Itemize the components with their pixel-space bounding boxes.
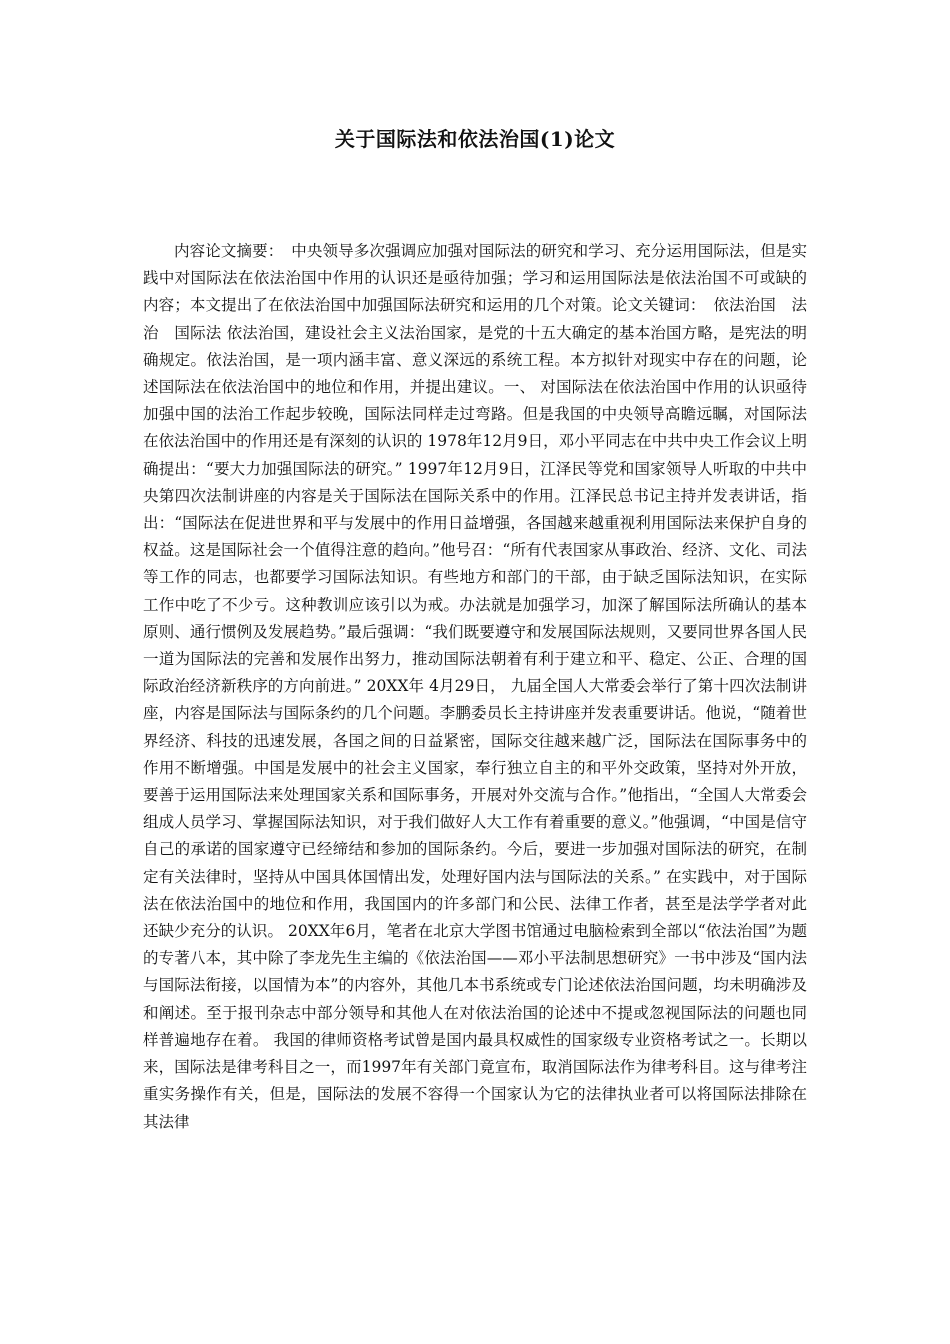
document-title: 关于国际法和依法治国(1)论文 <box>334 127 616 151</box>
document-body-text: 内容论文摘要： 中央领导多次强调应加强对国际法的研究和学习、充分运用国际法，但是实践中对国际法在依法治国中作用的认识还是亟待加强；学习和运用国际法是依法治国不可或缺的内容；本文提出了在依法治国中加强国际法研究和运用的几个对策。论文关键词： 依法治国 法治 国际法 依法治国，建设社会主义法治国家，是党的十五大确定的基本治国方略，是宪法的明确规定。依法治国，是一项内涵丰富、意义深远的系统工程。本方拟针对现实中存在的问题，论述国际法在依法治国中的地位和作用，并提出建议。一、 对国际法在依法治国中作用的认识亟待加强中国的法治工作起步较晚，国际法同样走过弯路。但是我国的中央领导高瞻远瞩，对国际法在依法治国中的作用还是有深刻的认识的 1978年12月9日，邓小平同志在中共中央工作会议上明确提出：“要大力加强国际法的研究。” 1997年12月9日，江泽民等党和国家领导人听取的中共中央第四次法制讲座的内容是关于国际法在国际关系中的作用。江泽民总书记主持并发表讲话，指出：“国际法在促进世界和平与发展中的作用日益增强，各国越来越重视利用国际法来保护自身的权益。这是国际社会一个值得注意的趋向。”他号召：“所有代表国家从事政治、经济、文化、司法等工作的同志，也都要学习国际法知识。有些地方和部门的干部，由于缺乏国际法知识，在实际工作中吃了不少亏。这种教训应该引以为戒。办法就是加强学习，加深了解国际法所确认的基本原则、通行惯例及发展趋势。”最后强调：“我们既要遵守和发展国际法规则，又要同世界各国人民一道为国际法的完善和发展作出努力，推动国际法朝着有利于建立和平、稳定、公正、合理的国际政治经济新秩序的方向前进。” 20XX年 4月29日， 九届全国人大常委会举行了第十四次法制讲座，内容是国际法与国际条约的几个问题。李鹏委员长主持讲座并发表重要讲话。他说，“随着世界经济、科技的迅速发展，各国之间的日益紧密，国际交往越来越广泛，国际法在国际事务中的作用不断增强。中国是发展中的社会主义国家，奉行独立自主的和平外交政策，坚持对外开放，要善于运用国际法来处理国家关系和国际事务，开展对外交流与合作。”他指出，“全国人大常委会组成人员学习、掌握国际法知识，对于我们做好人大工作有着重要的意义。”他强调，“中国是信守自己的承诺的国家遵守已经缔结和参加的国际条约。今后，要进一步加强对国际法的研究，在制定有关法律时，坚持从中国具体国情出发，处理好国内法与国际法的关系。” 在实践中，对于国际法在依法治国中的地位和作用，我国国内的许多部门和公民、法律工作者，甚至是法学学者对此还缺少充分的认识。 20XX年6月，笔者在北京大学图书馆通过电脑检索到全部以“依法治国”为题的专著八本，其中除了李龙先生主编的《依法治国——邓小平法制思想研究》一书中涉及“国内法与国际法衔接，以国情为本”的内容外，其他几本书系统或专门论述依法治国问题，均未明确涉及和阐述。至于报刊杂志中部分领导和其他人在对依法治国的论述中不提或忽视国际法的问题也同样普遍地存在着。 我国的律师资格考试曾是国内最具权威性的国家级专业资格考试之一。长期以来，国际法是律考科目之一，而1997年有关部门竟宣布，取消国际法作为律考科目。这与律考注重实务操作有关，但是，国际法的发展不容得一个国家认为它的法律执业者可以将国际法排除在其法律 <box>143 242 807 1131</box>
